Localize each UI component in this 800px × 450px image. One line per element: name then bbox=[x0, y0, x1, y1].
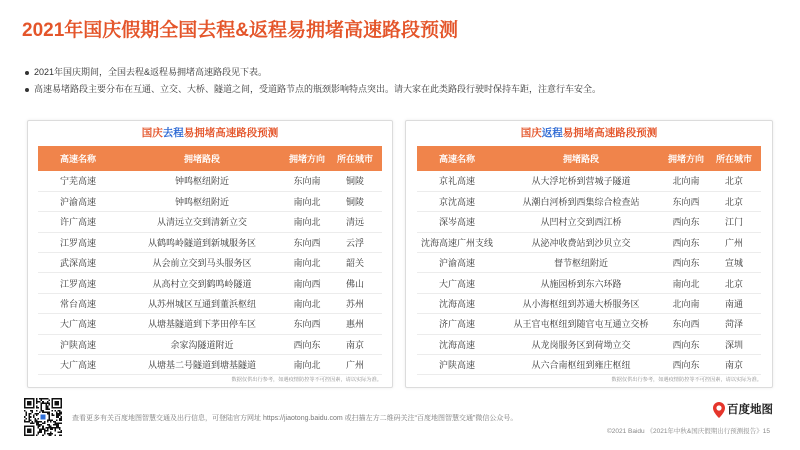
cell-city: 苏州 bbox=[328, 293, 382, 313]
cell-congested-section: 从龙岗服务区到荷坳立交 bbox=[497, 334, 665, 354]
table-row bbox=[38, 171, 382, 191]
cell-highway-name: 宁芜高速 bbox=[38, 171, 118, 191]
qr-code[interactable] bbox=[24, 398, 62, 436]
table-row bbox=[38, 273, 382, 293]
table-footnote: 数据仅供出行参考，如遇疫情防控等不可控因素，请以实际为准。 bbox=[611, 377, 762, 383]
cell-congested-section: 从泌冲收费站到沙贝立交 bbox=[497, 232, 665, 252]
cell-highway-name: 江罗高速 bbox=[38, 273, 118, 293]
col-highway-name: 高速名称 bbox=[38, 146, 118, 171]
cell-city: 铜陵 bbox=[328, 171, 382, 191]
cell-congested-section: 从施园桥到东六环路 bbox=[497, 273, 665, 293]
cell-congested-section: 从塘基二号隧道到塘基隧道 bbox=[118, 355, 286, 375]
outbound-table-card bbox=[27, 120, 393, 388]
cell-congestion-direction: 东向西 bbox=[286, 314, 328, 334]
bullet-text: 高速易堵路段主要分布在互通、立交、大桥、隧道之间，受道路节点的瓶颈影响特点突出。请大家在此类路段行驶时保持车距，注意行车安全。 bbox=[34, 84, 602, 94]
table-footnote: 数据仅供出行参考，如遇疫情防控等不可控因素，请以实际为准。 bbox=[231, 377, 382, 383]
table-row bbox=[38, 355, 382, 375]
col-highway-name: 高速名称 bbox=[417, 146, 497, 171]
location-pin-icon bbox=[713, 402, 725, 418]
cell-congested-section: 从鹤鸣岭隧道到新城服务区 bbox=[118, 232, 286, 252]
outbound-table-title bbox=[28, 121, 392, 146]
table-row bbox=[38, 334, 382, 354]
bullet-text: 2021年国庆期间，全国去程&返程易拥堵高速路段见下表。 bbox=[34, 67, 268, 77]
cell-highway-name: 京礼高速 bbox=[417, 171, 497, 191]
cell-congestion-direction: 东向西 bbox=[286, 232, 328, 252]
table-header-row bbox=[38, 146, 382, 171]
title-highlight: 去程 bbox=[162, 127, 184, 139]
page-title: 2021年国庆假期全国去程&返程易拥堵高速路段预测 bbox=[22, 20, 458, 41]
cell-highway-name: 济广高速 bbox=[417, 314, 497, 334]
table-row bbox=[417, 355, 761, 375]
return-table-card bbox=[405, 120, 773, 388]
title-highlight: 返程 bbox=[541, 127, 563, 139]
title-suffix: 易拥堵高速路段预测 bbox=[183, 127, 279, 139]
cell-congestion-direction: 南向西 bbox=[286, 273, 328, 293]
cell-city: 北京 bbox=[707, 273, 761, 293]
cell-congestion-direction: 南向北 bbox=[286, 293, 328, 313]
cell-city: 深圳 bbox=[707, 334, 761, 354]
return-congestion-table bbox=[417, 146, 761, 375]
table-header-row bbox=[417, 146, 761, 171]
cell-congestion-direction: 东向西 bbox=[665, 191, 707, 211]
col-city: 所在城市 bbox=[328, 146, 382, 171]
table-row bbox=[417, 273, 761, 293]
cell-congestion-direction: 南向北 bbox=[286, 212, 328, 232]
col-congestion-direction: 拥堵方向 bbox=[665, 146, 707, 171]
cell-congestion-direction: 西向东 bbox=[665, 253, 707, 273]
cell-congested-section: 钟鸣枢纽附近 bbox=[118, 191, 286, 211]
table-row bbox=[38, 212, 382, 232]
table-row bbox=[417, 191, 761, 211]
cell-congested-section: 余家沟隧道附近 bbox=[118, 334, 286, 354]
baidu-map-logo bbox=[712, 402, 776, 420]
col-congestion-direction: 拥堵方向 bbox=[286, 146, 328, 171]
cell-highway-name: 沈海高速 bbox=[417, 293, 497, 313]
cell-congestion-direction: 西向东 bbox=[286, 334, 328, 354]
cell-city: 韶关 bbox=[328, 253, 382, 273]
bullet-item bbox=[24, 81, 601, 98]
cell-congested-section: 从高村立交到鹤鸣岭隧道 bbox=[118, 273, 286, 293]
cell-highway-name: 常台高速 bbox=[38, 293, 118, 313]
table-row bbox=[38, 253, 382, 273]
cell-highway-name: 大广高速 bbox=[38, 355, 118, 375]
cell-highway-name: 沈海高速广州支线 bbox=[417, 232, 497, 252]
copyright-text: ©2021 Baidu 《2021年中秋&国庆假期出行预测报告》15 bbox=[606, 428, 770, 435]
cell-city: 广州 bbox=[707, 232, 761, 252]
cell-city: 宣城 bbox=[707, 253, 761, 273]
cell-city: 菏泽 bbox=[707, 314, 761, 334]
table-row bbox=[417, 293, 761, 313]
cell-highway-name: 大广高速 bbox=[417, 273, 497, 293]
table-row bbox=[417, 171, 761, 191]
cell-congested-section: 从潮白河桥到西集综合检查站 bbox=[497, 191, 665, 211]
cell-city: 南通 bbox=[707, 293, 761, 313]
cell-city: 惠州 bbox=[328, 314, 382, 334]
table-row bbox=[417, 253, 761, 273]
cell-city: 云浮 bbox=[328, 232, 382, 252]
cell-city: 江门 bbox=[707, 212, 761, 232]
summary-bullets bbox=[24, 64, 601, 98]
cell-highway-name: 深岑高速 bbox=[417, 212, 497, 232]
return-table-title bbox=[406, 121, 772, 146]
cell-city: 南京 bbox=[328, 334, 382, 354]
cell-city: 铜陵 bbox=[328, 191, 382, 211]
cell-city: 佛山 bbox=[328, 273, 382, 293]
cell-city: 北京 bbox=[707, 191, 761, 211]
table-row bbox=[417, 314, 761, 334]
cell-highway-name: 沪渝高速 bbox=[417, 253, 497, 273]
cell-congested-section: 从塘基隧道到下茅田停车区 bbox=[118, 314, 286, 334]
cell-congested-section: 督节枢纽附近 bbox=[497, 253, 665, 273]
title-suffix: 易拥堵高速路段预测 bbox=[562, 127, 658, 139]
cell-highway-name: 沪渝高速 bbox=[38, 191, 118, 211]
cell-congestion-direction: 南向北 bbox=[286, 355, 328, 375]
col-city: 所在城市 bbox=[707, 146, 761, 171]
footer-info-text: 查看更多有关百度地图智慧交通及出行信息，可登陆官方网址 https://jiaotong.baidu.com 或扫描左方二维码关注“百度地图智慧交通”微信公众号。 bbox=[72, 415, 518, 422]
cell-congestion-direction: 西向东 bbox=[665, 334, 707, 354]
cell-congestion-direction: 东向西 bbox=[665, 314, 707, 334]
table-row bbox=[417, 232, 761, 252]
bullet-dot bbox=[25, 71, 29, 75]
cell-congestion-direction: 西向东 bbox=[665, 355, 707, 375]
cell-congested-section: 从六合南枢纽到雍庄枢纽 bbox=[497, 355, 665, 375]
table-row bbox=[38, 314, 382, 334]
cell-congested-section: 从小海枢纽到苏通大桥服务区 bbox=[497, 293, 665, 313]
cell-congestion-direction: 北向南 bbox=[665, 171, 707, 191]
cell-highway-name: 江罗高速 bbox=[38, 232, 118, 252]
cell-congestion-direction: 东向南 bbox=[286, 171, 328, 191]
cell-congested-section: 从王官屯枢纽到随官屯互通立交桥 bbox=[497, 314, 665, 334]
cell-highway-name: 大广高速 bbox=[38, 314, 118, 334]
logo-text: 百度地图 bbox=[727, 404, 773, 416]
cell-congested-section: 钟鸣枢纽附近 bbox=[118, 171, 286, 191]
table-row bbox=[38, 293, 382, 313]
cell-highway-name: 许广高速 bbox=[38, 212, 118, 232]
title-prefix: 国庆 bbox=[520, 127, 542, 139]
cell-congestion-direction: 南向北 bbox=[665, 273, 707, 293]
cell-highway-name: 沪陕高速 bbox=[417, 355, 497, 375]
table-row bbox=[417, 334, 761, 354]
bullet-item bbox=[24, 64, 601, 81]
cell-congestion-direction: 南向北 bbox=[286, 191, 328, 211]
bullet-dot bbox=[25, 88, 29, 92]
cell-city: 清远 bbox=[328, 212, 382, 232]
title-prefix: 国庆 bbox=[141, 127, 163, 139]
cell-congestion-direction: 南向北 bbox=[286, 253, 328, 273]
cell-congested-section: 从苏州城区互通到董浜枢纽 bbox=[118, 293, 286, 313]
cell-highway-name: 沈海高速 bbox=[417, 334, 497, 354]
table-row bbox=[38, 191, 382, 211]
cell-congested-section: 从会前立交到马头服务区 bbox=[118, 253, 286, 273]
cell-city: 南京 bbox=[707, 355, 761, 375]
cell-city: 北京 bbox=[707, 171, 761, 191]
cell-congested-section: 从清远立交到清新立交 bbox=[118, 212, 286, 232]
cell-city: 广州 bbox=[328, 355, 382, 375]
cell-congestion-direction: 西向东 bbox=[665, 232, 707, 252]
cell-congestion-direction: 西向东 bbox=[665, 212, 707, 232]
table-row bbox=[417, 212, 761, 232]
table-row bbox=[38, 232, 382, 252]
cell-highway-name: 武深高速 bbox=[38, 253, 118, 273]
cell-congested-section: 从凹村立交到西江桥 bbox=[497, 212, 665, 232]
outbound-congestion-table bbox=[38, 146, 382, 375]
col-congested-section: 拥堵路段 bbox=[497, 146, 665, 171]
col-congested-section: 拥堵路段 bbox=[118, 146, 286, 171]
cell-highway-name: 京沈高速 bbox=[417, 191, 497, 211]
cell-congestion-direction: 北向南 bbox=[665, 293, 707, 313]
cell-congested-section: 从大浮坨桥到营城子隧道 bbox=[497, 171, 665, 191]
cell-highway-name: 沪陕高速 bbox=[38, 334, 118, 354]
